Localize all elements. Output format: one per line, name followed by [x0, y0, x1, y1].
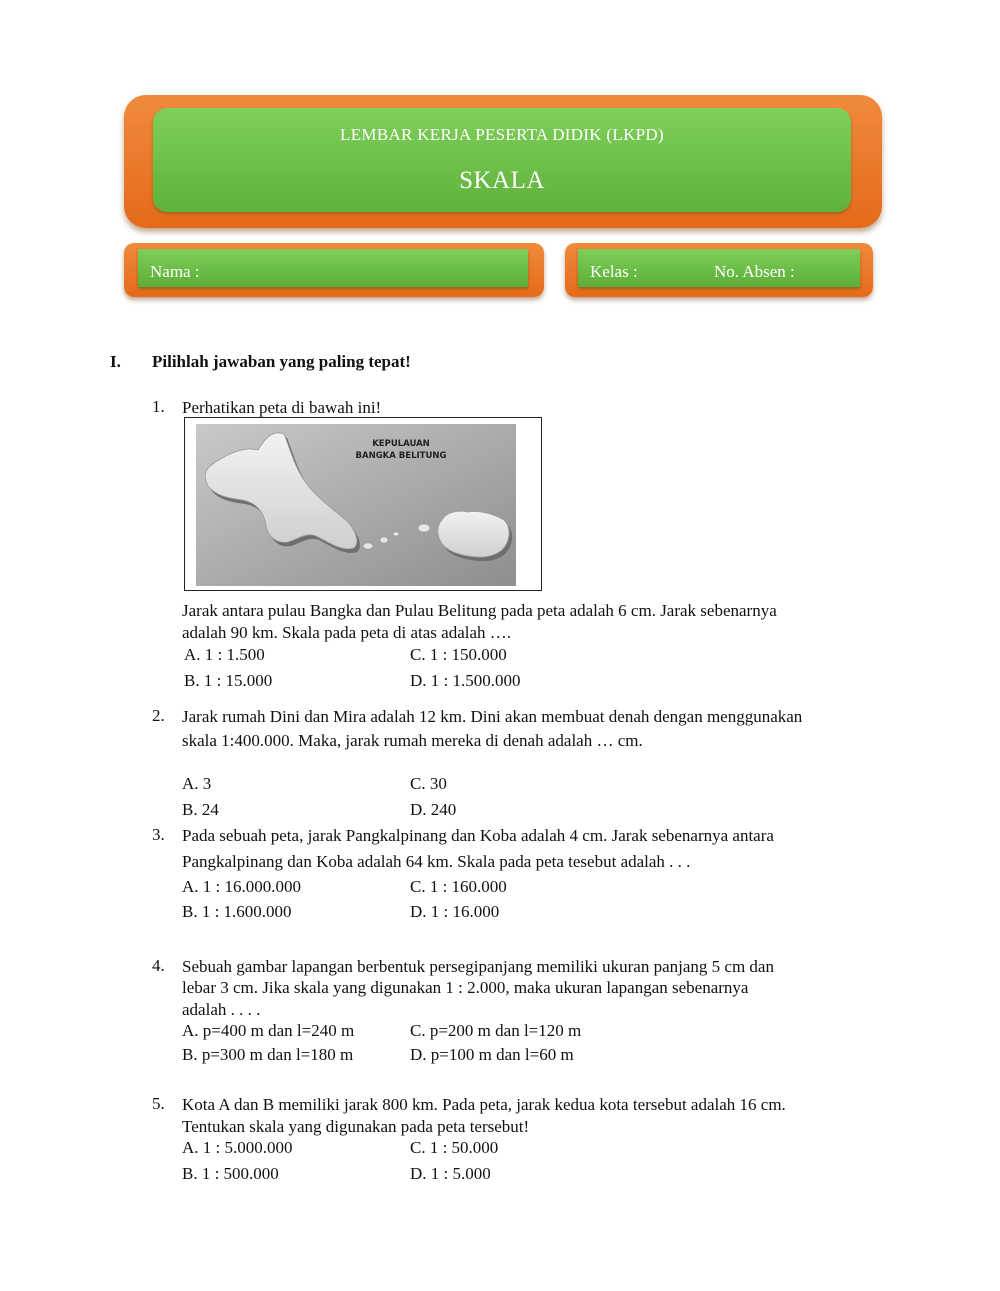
- q1-line1: Jarak antara pulau Bangka dan Pulau Belitung pada peta adalah 6 cm. Jarak sebenarnya: [182, 601, 777, 620]
- q1-line2: adalah 90 km. Skala pada peta di atas adalah ….: [182, 623, 512, 642]
- q1-option-a[interactable]: A. 1 : 1.500: [184, 645, 265, 664]
- q5-number: 5.: [152, 1094, 165, 1113]
- q4-option-d[interactable]: D. p=100 m dan l=60 m: [410, 1045, 574, 1064]
- absen-label: No. Absen :: [714, 262, 795, 281]
- section-title: Pilihlah jawaban yang paling tepat!: [152, 352, 411, 371]
- name-field[interactable]: [138, 249, 528, 287]
- q1-option-d[interactable]: D. 1 : 1.500.000: [410, 671, 521, 690]
- q4-option-b[interactable]: B. p=300 m dan l=180 m: [182, 1045, 354, 1064]
- q2-number: 2.: [152, 706, 165, 725]
- class-label: Kelas :: [590, 262, 638, 281]
- q2-option-c[interactable]: C. 30: [410, 774, 447, 793]
- small-island: [393, 532, 399, 536]
- q4-line2: lebar 3 cm. Jika skala yang digunakan 1 : 2.000, maka ukuran lapangan sebenarnya: [182, 978, 749, 997]
- q5-option-c[interactable]: C. 1 : 50.000: [410, 1138, 499, 1157]
- q1-number: 1.: [152, 397, 165, 416]
- q1-option-c[interactable]: C. 1 : 150.000: [410, 645, 507, 664]
- q5-line1: Kota A dan B memiliki jarak 800 km. Pada peta, jarak kedua kota tersebut adalah 16 cm.: [182, 1095, 786, 1114]
- q4-option-c[interactable]: C. p=200 m dan l=120 m: [410, 1021, 582, 1040]
- bangka-belitung-map: [196, 424, 516, 586]
- q3-option-c[interactable]: C. 1 : 160.000: [410, 877, 507, 896]
- worksheet-subtitle: LEMBAR KERJA PESERTA DIDIK (LKPD): [340, 125, 664, 144]
- map-title-line1: KEPULAUAN: [372, 439, 430, 449]
- small-island: [380, 537, 388, 543]
- q1-intro: Perhatikan peta di bawah ini!: [182, 398, 382, 417]
- q4-number: 4.: [152, 956, 165, 975]
- name-label: Nama :: [150, 262, 200, 281]
- q3-option-b[interactable]: B. 1 : 1.600.000: [182, 902, 292, 921]
- q2-line1: Jarak rumah Dini dan Mira adalah 12 km. Dini akan membuat denah dengan menggunakan: [182, 707, 803, 726]
- q3-line2: Pangkalpinang dan Koba adalah 64 km. Skala pada peta tesebut adalah . . .: [182, 852, 691, 871]
- q3-number: 3.: [152, 825, 165, 844]
- q3-option-d[interactable]: D. 1 : 16.000: [410, 902, 500, 921]
- q2-option-b[interactable]: B. 24: [182, 800, 219, 819]
- q3-line1: Pada sebuah peta, jarak Pangkalpinang dan Koba adalah 4 cm. Jarak sebenarnya antara: [182, 826, 774, 845]
- q3-option-a[interactable]: A. 1 : 16.000.000: [182, 877, 301, 896]
- class-field[interactable]: [578, 249, 860, 287]
- q4-line3: adalah . . . .: [182, 1000, 261, 1019]
- header-panel: [153, 108, 851, 212]
- map-title-line2: BANGKA BELITUNG: [355, 451, 447, 461]
- q4-option-a[interactable]: A. p=400 m dan l=240 m: [182, 1021, 355, 1040]
- worksheet-title: SKALA: [459, 167, 545, 194]
- q5-option-d[interactable]: D. 1 : 5.000: [410, 1164, 491, 1183]
- q4-line1: Sebuah gambar lapangan berbentuk persegipanjang memiliki ukuran panjang 5 cm dan: [182, 957, 774, 976]
- small-island: [363, 543, 373, 549]
- q2-line2: skala 1:400.000. Maka, jarak rumah mereka di denah adalah … cm.: [182, 731, 643, 750]
- q2-option-a[interactable]: A. 3: [182, 774, 212, 793]
- q5-option-b[interactable]: B. 1 : 500.000: [182, 1164, 279, 1183]
- q5-line2: Tentukan skala yang digunakan pada peta tersebut!: [182, 1117, 530, 1136]
- q5-option-a[interactable]: A. 1 : 5.000.000: [182, 1138, 293, 1157]
- q1-option-b[interactable]: B. 1 : 15.000: [184, 671, 273, 690]
- section-number: I.: [110, 352, 121, 371]
- q2-option-d[interactable]: D. 240: [410, 800, 457, 819]
- small-island: [418, 524, 430, 532]
